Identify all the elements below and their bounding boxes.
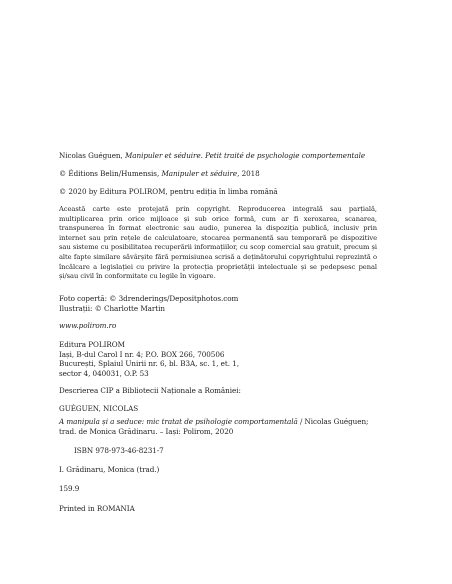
original-copyright-year: , 2018 xyxy=(237,169,260,178)
edition-copyright-line: © 2020 by Editura POLIROM, pentru ediția în limba română xyxy=(59,187,278,196)
original-title: Manipuler et séduire. Petit traité de psychologie comportementale xyxy=(124,151,366,160)
isbn: ISBN 978-973-46-8231-7 xyxy=(74,446,164,455)
cip-entry xyxy=(59,417,377,436)
publisher-address-iasi: Iași, B-dul Carol I nr. 4; P.O. BOX 266, 700506 xyxy=(59,349,225,359)
copyright-page xyxy=(59,0,379,584)
original-copyright-prefix: © Éditions Belin/Humensis, xyxy=(59,169,160,178)
printed-in: Printed in ROMANIA xyxy=(59,504,135,513)
cip-translator: I. Grădinaru, Monica (trad.) xyxy=(59,465,160,474)
cip-heading: Descrierea CIP a Bibliotecii Naționale a României: xyxy=(59,386,241,395)
cip-entry-author: / Nicolas Guéguen; xyxy=(297,417,369,426)
original-copyright-title: Manipuler et séduire xyxy=(161,169,238,178)
cip-entry-translation: trad. de Monica Grădinaru. – Iași: Polirom, 2020 xyxy=(59,426,234,436)
credits-block xyxy=(59,294,377,313)
cip-classification: 159.9 xyxy=(59,484,80,493)
original-copyright-line xyxy=(59,169,377,179)
publisher-address-bucharest: București, Splaiul Unirii nr. 6, bl. B3A, sc. 1, et. 1, xyxy=(59,359,239,369)
publisher-address-sector: sector 4, 040031, O.P. 53 xyxy=(59,368,149,378)
cover-photo-credit: Foto copertă: © 3drenderings/Depositphotos.com xyxy=(59,294,239,303)
publisher-block xyxy=(59,340,377,378)
original-edition-line xyxy=(59,151,377,161)
cip-entry-title: A manipula și a seduce: mic tratat de psihologie comportamentală xyxy=(59,417,298,426)
cip-author: GUÉGUEN, NICOLAS xyxy=(59,404,139,413)
original-author: Nicolas Guéguen, xyxy=(59,151,123,160)
legal-notice-paragraph: Această carte este protejată prin copyright. Reproducerea integrală sau parțială, multiplicarea prin orice mijloace și sub orice formă, cum ar fi xeroxarea, scanarea, transpunerea în format electronic sau audio, punerea la dispoziția publică, inclusiv prin internet sau prin rețele de calculatoare, stocarea permanentă sau temporară pe dispozitive sau sisteme cu posibilitatea recuperării informațiilor, cu scop comercial sau gratuit, precum și alte fapte similare săvârșite fără permisiunea scrisă a deținătorului copyrightului reprezintă o încălcare a legislației cu privire la protecția proprietății intelectuale și se pedepsesc penal și/sau civil în conformitate cu legile în vigoare. xyxy=(59,205,377,281)
publisher-name: Editura POLIROM xyxy=(59,340,125,349)
illustrations-credit: Ilustrații: © Charlotte Martin xyxy=(59,303,165,313)
website-link[interactable]: www.polirom.ro xyxy=(59,321,117,330)
